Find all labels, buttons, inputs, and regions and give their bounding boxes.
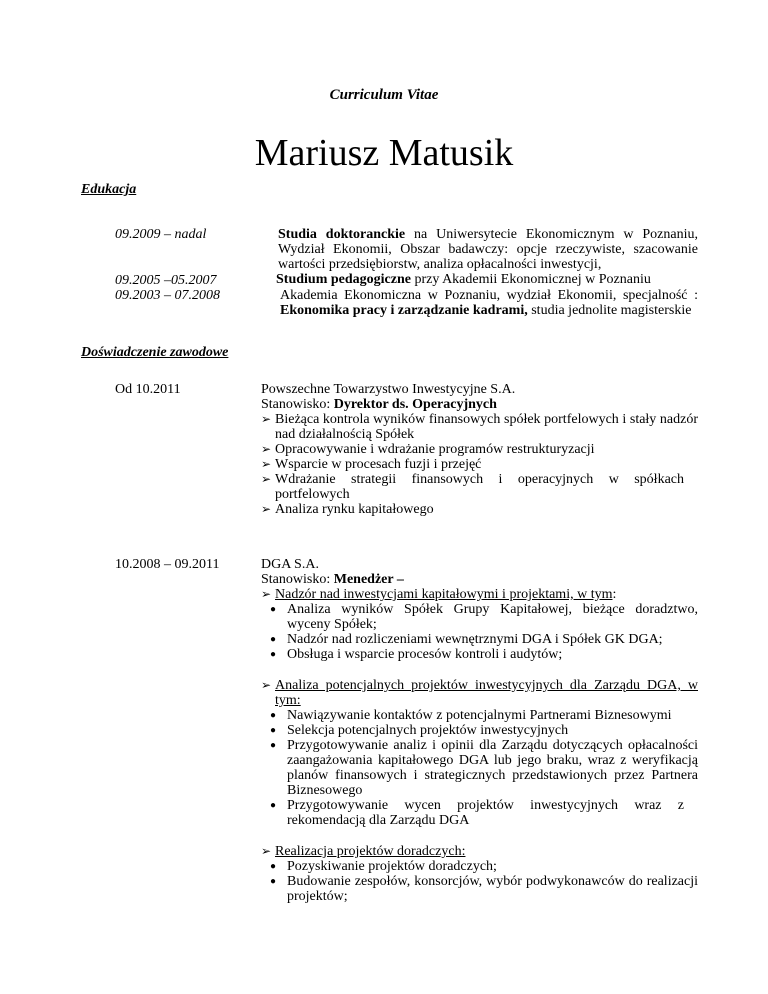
full-name: Mariusz Matusik — [254, 132, 514, 174]
job1-date: Od 10.2011 — [115, 382, 181, 397]
job2-group-consulting-heading: Realizacja projektów doradczych: — [275, 844, 466, 859]
bullet-dot-icon: ● — [270, 604, 277, 615]
arrow-bullet-icon: ➢ — [261, 412, 272, 426]
education-entry-pedagogical: Studium pedagogiczne przy Akademii Ekonomicznej w Poznaniu — [276, 272, 651, 287]
bullet-dot-icon: ● — [270, 634, 277, 645]
list-item: ➢ Bieżąca kontrola wyników finansowych spółek portfelowych i stały nadzór nad działalnością Spółek — [261, 412, 698, 442]
arrow-bullet-icon: ➢ — [261, 587, 272, 601]
job1-block — [261, 382, 698, 517]
job2-group-consulting — [261, 844, 698, 859]
bullet-dot-icon: ● — [270, 649, 277, 660]
list-item: ● Selekcja potencjalnych projektów inwestycyjnych — [270, 723, 569, 738]
bullet-dot-icon: ● — [270, 740, 277, 751]
job2-block — [261, 557, 698, 904]
arrow-bullet-icon: ➢ — [261, 472, 272, 486]
list-item: ● Obsługa i wsparcie procesów kontroli i audytów; — [270, 647, 563, 662]
list-item: ● Analiza wyników Spółek Grupy Kapitałowej, bieżące doradztwo, wyceny Spółek; — [270, 602, 698, 632]
bullet-dot-icon: ● — [270, 876, 277, 887]
education-date-2: 09.2005 –05.2007 — [115, 273, 217, 288]
job1-duties-list — [261, 412, 698, 517]
bullet-dot-icon: ● — [270, 861, 277, 872]
job2-group-consulting-list — [261, 859, 698, 904]
list-item: ➢ Opracowywanie i wdrażanie programów restrukturyzacji — [261, 442, 595, 457]
list-item: ● Nadzór nad rozliczeniami wewnętrznymi DGA i Spółek GK DGA; — [270, 632, 663, 647]
experience-section-title: Doświadczenie zawodowe — [81, 345, 229, 360]
job1-position-line: Stanowisko: Dyrektor ds. Operacyjnych — [261, 397, 497, 412]
job2-group-supervision-list — [261, 602, 698, 662]
education-date-1: 09.2009 – nadal — [115, 227, 207, 242]
education-entry-masters-line2: Ekonomika pracy i zarządzanie kadrami, studia jednolite magisterskie — [280, 303, 692, 318]
education-entry-doctoral-line1: Studia doktoranckie na Uniwersytecie Ekonomicznym w Poznaniu, — [278, 227, 698, 242]
cv-label: Curriculum Vitae — [329, 87, 439, 103]
job2-group-analysis — [261, 678, 698, 708]
list-item: ➢ Wdrażanie strategii finansowych i operacyjnych w spółkach portfelowych — [261, 472, 684, 502]
job2-group-analysis-list — [261, 708, 698, 828]
job1-position: Dyrektor ds. Operacyjnych — [333, 397, 497, 412]
list-item: ➢ Wsparcie w procesach fuzji i przejęć — [261, 457, 482, 472]
education-entry-masters — [280, 288, 698, 318]
job2-group-analysis-heading: Analiza potencjalnych projektów inwestycyjnych dla Zarządu DGA, w tym: — [275, 678, 698, 708]
job2-position-line: Stanowisko: Menedżer – — [261, 572, 404, 587]
arrow-bullet-icon: ➢ — [261, 678, 272, 692]
bullet-dot-icon: ● — [270, 710, 277, 721]
bullet-dot-icon: ● — [270, 800, 277, 811]
education-entry-pedagogical-title: Studium pedagogiczne — [276, 272, 411, 287]
education-entry-doctoral-title: Studia doktoranckie — [278, 227, 406, 242]
education-entry-doctoral — [278, 227, 698, 272]
education-date-3: 09.2003 – 07.2008 — [115, 288, 220, 303]
job2-position: Menedżer – — [333, 572, 404, 587]
list-item: ● Nawiązywanie kontaktów z potencjalnymi Partnerami Biznesowymi — [270, 708, 672, 723]
education-entry-doctoral-line2: Wydział Ekonomii, Obszar badawczy: opcje rzeczywiste, szacowanie — [278, 242, 698, 257]
list-item: ● Budowanie zespołów, konsorcjów, wybór podwykonawców do realizacji projektów; — [270, 874, 698, 904]
list-item: ● Pozyskiwanie projektów doradczych; — [270, 859, 497, 874]
arrow-bullet-icon: ➢ — [261, 442, 272, 456]
list-item: ➢ Analiza rynku kapitałowego — [261, 502, 434, 517]
education-section-title: Edukacja — [81, 182, 137, 197]
education-entry-doctoral-line3: wartości przedsiębiorstw, analiza opłacalności inwestycji, — [278, 257, 602, 272]
job2-company: DGA S.A. — [261, 557, 319, 572]
job2-group-supervision: ➢ Nadzór nad inwestycjami kapitałowymi i projektami, w tym: — [261, 587, 617, 602]
arrow-bullet-icon: ➢ — [261, 502, 272, 516]
education-entry-masters-specialty: Ekonomika pracy i zarządzanie kadrami, — [280, 303, 528, 318]
bullet-dot-icon: ● — [270, 725, 277, 736]
list-item: ● Przygotowywanie analiz i opinii dla Zarządu dotyczących opłacalności zaangażowania kapitałowego DGA lub jego braku, wraz z weryfikacją planów finansowych i strategicznych przedstawionych przez Partnera Biznesowego — [270, 738, 698, 798]
education-entry-masters-line1: Akademia Ekonomiczna w Poznaniu, wydział Ekonomii, specjalność : — [280, 288, 698, 303]
arrow-bullet-icon: ➢ — [261, 844, 272, 858]
arrow-bullet-icon: ➢ — [261, 457, 272, 471]
job2-group-supervision-heading: Nadzór nad inwestycjami kapitałowymi i projektami, w tym — [275, 587, 613, 602]
job2-date: 10.2008 – 09.2011 — [115, 557, 220, 572]
job1-company: Powszechne Towarzystwo Inwestycyjne S.A. — [261, 382, 516, 397]
list-item: ● Przygotowywanie wycen projektów inwestycyjnych wraz z rekomendacją dla Zarządu DGA — [270, 798, 684, 828]
